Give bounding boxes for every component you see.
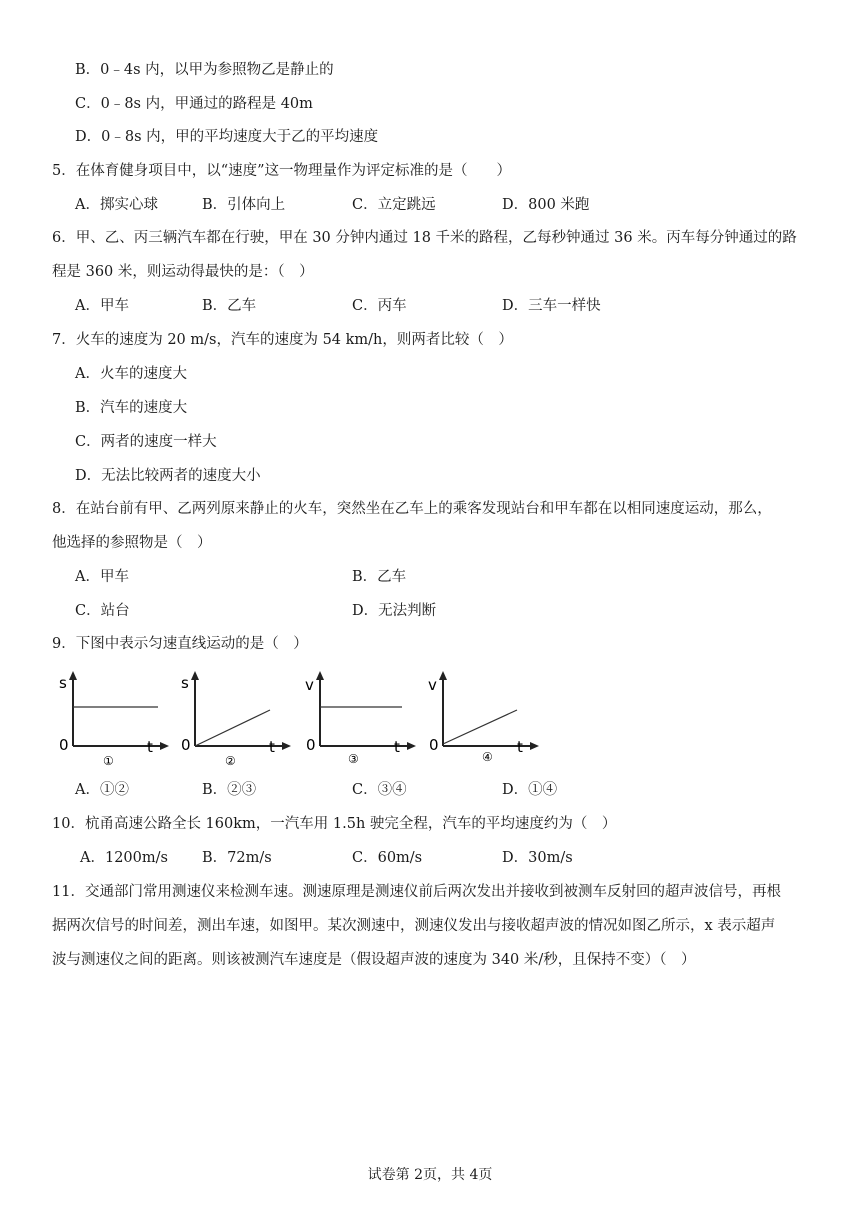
q10-option-a: A．1200m/s — [80, 850, 168, 866]
q6-option-c: C．丙车 — [352, 298, 407, 314]
q10-option-b: B．72m/s — [202, 850, 272, 866]
q11-line2: 据两次信号的时间差，测出车速，如图甲。某次测速中，测速仪发出与接收超声波的情况如图乙所示，x 表示超声 — [52, 918, 776, 934]
graph-2 — [177, 668, 297, 772]
q5-option-c: C．立定跳远 — [352, 197, 436, 213]
graph-3-origin: 0 — [306, 736, 316, 754]
q7-option-d: D．无法比较两者的速度大小 — [75, 468, 261, 484]
q8-option-b: B．乙车 — [352, 569, 407, 585]
q7-option-b: B．汽车的速度大 — [75, 400, 188, 416]
q8-option-a: A．甲车 — [75, 569, 129, 585]
q6-option-d: D．三车一样快 — [502, 298, 601, 314]
graph-2-ylabel: s — [181, 674, 189, 692]
q9-option-a: A．①② — [75, 782, 129, 798]
q4-option-d: D．0﹣8s 内，甲的平均速度大于乙的平均速度 — [75, 129, 379, 145]
q10-option-c: C．60m/s — [352, 850, 423, 866]
graph-1-caption: ① — [103, 754, 114, 768]
q6-option-a: A．甲车 — [75, 298, 129, 314]
q5-stem: 5．在体育健身项目中，以“速度”这一物理量作为评定标准的是（ ） — [52, 163, 512, 179]
q9-option-c: C．③④ — [352, 782, 407, 798]
graph-1-origin: 0 — [59, 736, 69, 754]
graph-4 — [425, 668, 545, 772]
q9-option-d: D．①④ — [502, 782, 558, 798]
q6-stem-line1: 6．甲、乙、丙三辆汽车都在行驶，甲在 30 分钟内通过 18 千米的路程，乙每秒钟通过 36 米。丙车每分钟通过的路 — [52, 230, 797, 246]
graph-3-caption: ③ — [348, 752, 359, 766]
q9-stem: 9．下图中表示匀速直线运动的是（ ） — [52, 636, 308, 652]
graph-1 — [55, 668, 175, 772]
q7-stem: 7．火车的速度为 20 m/s，汽车的速度为 54 km/h，则两者比较（ ） — [52, 332, 513, 348]
q5-option-a: A．掷实心球 — [75, 197, 158, 213]
q8-option-c: C．站台 — [75, 603, 130, 619]
page-footer: 试卷第 2页，共 4页 — [367, 1167, 493, 1183]
graph-3-xlabel: t — [394, 738, 400, 756]
q5-option-d: D．800 米跑 — [502, 197, 590, 213]
graph-1-ylabel: s — [59, 674, 67, 692]
q4-option-c: C．0﹣8s 内，甲通过的路程是 40m — [75, 96, 313, 112]
q8-option-d: D．无法判断 — [352, 603, 437, 619]
graph-3-ylabel: v — [305, 676, 314, 694]
q7-option-c: C．两者的速度一样大 — [75, 434, 217, 450]
q6-option-b: B．乙车 — [202, 298, 257, 314]
q10-option-d: D．30m/s — [502, 850, 573, 866]
q6-stem-line2: 程是 360 米，则运动得最快的是：（ ） — [52, 264, 314, 280]
q8-stem-line2: 他选择的参照物是（ ） — [52, 535, 212, 551]
q11-line1: 11．交通部门常用测速仪来检测车速。测速原理是测速仪前后两次发出并接收到被测车反射回的超声波信号，再根 — [52, 884, 781, 900]
q5-option-b: B．引体向上 — [202, 197, 286, 213]
graph-3 — [302, 668, 422, 772]
graph-2-xlabel: t — [269, 738, 275, 756]
graph-4-ylabel: v — [428, 676, 437, 694]
q8-stem-line1: 8．在站台前有甲、乙两列原来静止的火车，突然坐在乙车上的乘客发现站台和甲车都在以相同速度运动，那么， — [52, 501, 772, 517]
q9-option-b: B．②③ — [202, 782, 257, 798]
graph-4-caption: ④ — [482, 750, 493, 764]
graph-2-caption: ② — [225, 754, 236, 768]
graph-4-xlabel: t — [517, 738, 523, 756]
graph-2-line — [195, 710, 270, 746]
graph-1-xlabel: t — [147, 738, 153, 756]
graph-4-line — [443, 710, 517, 744]
q11-line3: 波与测速仪之间的距离。则该被测汽车速度是（假设超声波的速度为 340 米/秒，且保持不变）（ ） — [52, 952, 696, 968]
q7-option-a: A．火车的速度大 — [75, 366, 187, 382]
graph-2-origin: 0 — [181, 736, 191, 754]
graph-4-origin: 0 — [429, 736, 439, 754]
q4-option-b: B．0﹣4s 内，以甲为参照物乙是静止的 — [75, 62, 334, 78]
q10-stem: 10．杭甬高速公路全长 160km，一汽车用 1.5h 驶完全程，汽车的平均速度约为（ ） — [52, 816, 617, 832]
